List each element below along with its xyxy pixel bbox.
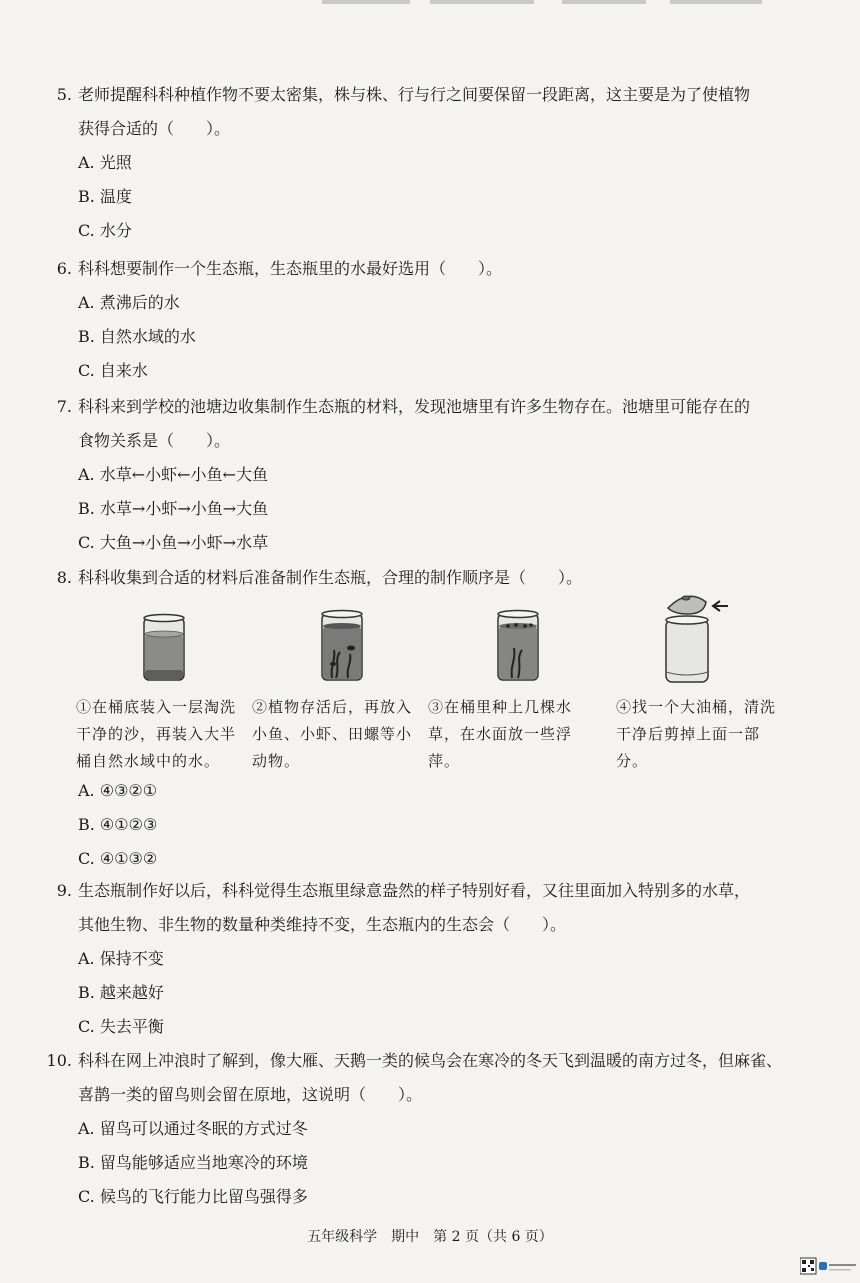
option-a[interactable]: A. 水草←小虾←小鱼←大鱼 <box>78 465 268 484</box>
option-b[interactable]: B. 温度 <box>78 187 132 206</box>
question-number: 9. <box>56 881 72 900</box>
cut-oil-drum-icon <box>616 590 786 690</box>
option-b[interactable]: B. 留鸟能够适应当地寒冷的环境 <box>78 1153 308 1172</box>
question-number: 7. <box>56 397 72 416</box>
option-c[interactable]: C. 水分 <box>78 221 132 240</box>
question-text: 科科在网上冲浪时了解到，像大雁、天鹅一类的候鸟会在寒冷的冬天飞到温暖的南方过冬，但麻雀、 <box>78 1051 783 1070</box>
question-6 <box>40 252 800 388</box>
step-text: ③在桶里种上几棵水草，在水面放一些浮萍。 <box>428 698 573 770</box>
question-number: 6. <box>56 259 72 278</box>
option-a[interactable]: A. 光照 <box>78 153 132 172</box>
question-7 <box>40 390 800 560</box>
option-b[interactable]: B. 水草→小虾→小鱼→大鱼 <box>78 499 269 518</box>
option-b[interactable]: B. 越来越好 <box>78 983 164 1002</box>
question-number: 10. <box>46 1051 72 1070</box>
question-9 <box>40 874 800 1044</box>
question-10 <box>40 1044 800 1214</box>
question-text: 科科来到学校的池塘边收集制作生态瓶的材料，发现池塘里有许多生物存在。池塘里可能存在的 <box>78 397 751 416</box>
question-text: 生态瓶制作好以后，科科觉得生态瓶里绿意盎然的样子特别好看，又往里面加入特别多的水草， <box>78 881 751 900</box>
question-number: 5. <box>56 85 72 104</box>
option-a[interactable]: A. 煮沸后的水 <box>78 293 180 312</box>
bucket-with-water-icon <box>76 590 246 690</box>
bucket-with-plants-icon <box>428 590 598 690</box>
option-a[interactable]: A. 保持不变 <box>78 949 164 968</box>
question-text: 老师提醒科科种植作物不要太密集，株与株、行与行之间要保留一段距离，这主要是为了使植物 <box>78 85 751 104</box>
question-5 <box>40 78 800 248</box>
question-text: 喜鹊一类的留鸟则会留在原地，这说明（ ）。 <box>78 1085 423 1104</box>
question-number: 8. <box>56 568 72 587</box>
question-text: 食物关系是（ ）。 <box>78 431 231 450</box>
option-c[interactable]: C. 自来水 <box>78 361 148 380</box>
option-b[interactable]: B. ④①②③ <box>78 815 158 834</box>
question-text: 其他生物、非生物的数量种类维持不变，生态瓶内的生态会（ ）。 <box>78 915 567 934</box>
option-b[interactable]: B. 自然水域的水 <box>78 327 196 346</box>
question-text: 获得合适的（ ）。 <box>78 119 231 138</box>
option-c[interactable]: C. ④①③② <box>78 849 158 868</box>
step-text: ②植物存活后，再放入小鱼、小虾、田螺等小动物。 <box>252 698 413 770</box>
option-c[interactable]: C. 失去平衡 <box>78 1017 164 1036</box>
step-text: ①在桶底装入一层淘洗干净的沙，再装入大半桶自然水域中的水。 <box>76 698 237 770</box>
scan-top-edge <box>300 0 780 6</box>
page-footer: 五年级科学 期中 第 2 页（共 6 页） <box>307 1229 553 1245</box>
option-a[interactable]: A. 留鸟可以通过冬眠的方式过冬 <box>78 1119 308 1138</box>
option-c[interactable]: C. 候鸟的飞行能力比留鸟强得多 <box>78 1187 308 1206</box>
question-8-options <box>40 774 800 876</box>
option-a[interactable]: A. ④③②① <box>78 781 158 800</box>
bucket-with-animals-icon <box>252 590 422 690</box>
question-text: 科科想要制作一个生态瓶，生态瓶里的水最好选用（ ）。 <box>78 259 503 278</box>
scanner-watermark-icon <box>800 1256 858 1278</box>
option-c[interactable]: C. 大鱼→小鱼→小虾→水草 <box>78 533 269 552</box>
steps-illustration <box>76 590 796 780</box>
question-text: 科科收集到合适的材料后准备制作生态瓶，合理的制作顺序是（ ）。 <box>78 568 583 587</box>
step-text: ④找一个大油桶，清洗干净后剪掉上面一部分。 <box>616 698 777 770</box>
